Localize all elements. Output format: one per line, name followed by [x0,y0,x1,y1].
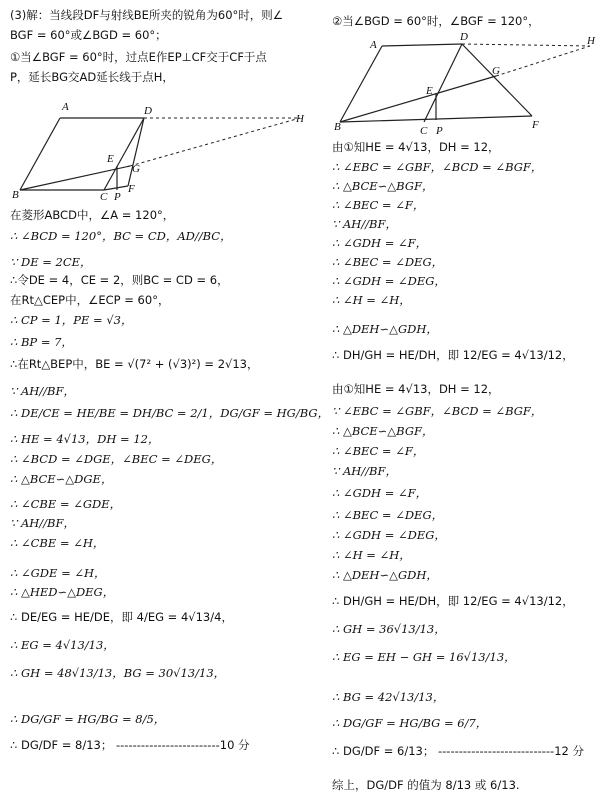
text-line: ∴ BG = 42√13/13， [332,690,445,704]
text-line: ∴ DG/DF = 8/13； -------------------------10 分 [10,738,250,752]
text-line: ∴ ∠BEC = ∠F， [332,444,425,458]
text-line: ∵ ∠EBC = ∠GBF，∠BCD = ∠BGF， [332,404,543,418]
label-P: P [114,191,121,203]
text-line: ∴ ∠GDH = ∠F， [332,486,428,500]
label-H: H [296,113,304,125]
text-line: ∵ AH//BF， [10,384,75,398]
text-line: P，延长BG交AD延长线于点H， [10,70,174,84]
text-line: ∴ ∠GDE = ∠H， [10,566,106,580]
text-line: ∴ DE/CE = HE/BE = DH/BC = 2/1，DG/GF = HG/BG， [10,406,330,420]
label-E: E [107,153,114,165]
text-line: ∵ AH//BF， [332,464,397,478]
text-line: ∴ ∠BCD = 120°，BC = CD，AD//BC， [10,229,232,243]
text-line: ∴ HE = 4√13，DH = 12， [10,432,160,446]
text-line: ∴ BP = 7， [10,335,73,349]
text-line: ∴ DH/GH = HE/DH，即 12/EG = 4√13/12， [332,594,574,608]
text-line: ∴ ∠CBE = ∠GDE， [10,497,122,511]
text-line: ∴ ∠H = ∠H， [332,293,411,307]
label-B: B [12,189,19,201]
text-line: ∵ DE = 2CE， [10,255,92,269]
text-line: ∴ △BCE∽△BGF， [332,179,434,193]
text-line: ∴ ∠BCD = ∠DGE，∠BEC = ∠DEG， [10,452,223,466]
rhombus-figure-2 [332,30,597,136]
text-line: (3)解：当线段DF与射线BE所夹的锐角为60°时，则∠ [10,8,284,22]
text-line: ∴ EG = 4√13/13， [10,638,115,652]
text-line: ∴在Rt△BEP中，BE = √(7² + (√3)²) = 2√13， [10,357,259,371]
text-line: ∴ ∠CBE = ∠H， [10,536,105,550]
text-line: ∴ ∠EBC = ∠GBF，∠BCD = ∠BGF， [332,160,543,174]
text-line: ∴ ∠BEC = ∠DEG， [332,255,444,269]
label-C: C [100,191,108,203]
label-D: D [460,31,468,43]
text-line: ∴ ∠GDH = ∠F， [332,236,428,250]
text-line: ∴ ∠GDH = ∠DEG， [332,274,446,288]
label-P: P [436,125,443,136]
text-line: ∴ GH = 48√13/13，BG = 30√13/13， [10,666,226,680]
text-line: 在Rt△CEP中，∠ECP = 60°， [10,293,170,307]
label-A: A [370,39,377,51]
text-line: ∴ ∠BEC = ∠F， [332,198,425,212]
text-line: 由①知HE = 4√13，DH = 12， [332,140,500,154]
label-A: A [62,101,69,113]
text-line: ∴ CP = 1，PE = √3， [10,313,133,327]
text-line: ∴ ∠H = ∠H， [332,548,411,562]
label-G: G [492,65,500,77]
text-line: ∴ △DEH∽△GDH， [332,568,438,582]
label-F: F [532,119,539,131]
text-line: ∴ ∠GDH = ∠DEG， [332,528,446,542]
text-line: ∴ DG/DF = 6/13； ----------------------------12 分 [332,744,584,758]
text-line: 在菱形ABCD中，∠A = 120°， [10,208,175,222]
text-line: ∴ △BCE∽△BGF， [332,424,434,438]
text-line: BGF = 60°或∠BGD = 60°； [10,28,167,42]
rhombus-figure-1 [10,92,310,204]
text-line: ∴ ∠BEC = ∠DEG， [332,508,444,522]
label-C: C [420,125,428,136]
text-line: ∴令DE = 4，CE = 2，则BC = CD = 6， [10,273,229,287]
text-line: ∴ EG = EH − GH = 16√13/13， [332,650,516,664]
text-line: ∴ DE/EG = HE/DE，即 4/EG = 4√13/4， [10,610,233,624]
label-G: G [132,163,140,175]
text-line: 综上，DG/DF 的值为 8/13 或 6/13. [332,778,520,792]
label-D: D [144,105,152,117]
label-B: B [334,121,341,133]
text-line: ②当∠BGD = 60°时，∠BGF = 120°， [332,14,540,28]
text-line: ∵ AH//BF， [10,516,75,530]
text-line: ∴ △DEH∽△GDH， [332,322,438,336]
text-line: 由①知HE = 4√13，DH = 12， [332,382,500,396]
label-E: E [426,85,433,97]
label-F: F [128,183,135,195]
text-line: ∴ DH/GH = HE/DH，即 12/EG = 4√13/12， [332,348,574,362]
text-line: ∴ GH = 36√13/13， [332,622,446,636]
label-H: H [587,35,595,47]
text-line: ①当∠BGF = 60°时，过点E作EP⊥CF交于CF于点 [10,50,267,64]
text-line: ∴ △BCE∽△DGE， [10,472,113,486]
text-line: ∴ DG/GF = HG/BG = 8/5， [10,712,166,726]
text-line: ∴ DG/GF = HG/BG = 6/7， [332,716,488,730]
text-line: ∵ AH//BF， [332,217,397,231]
text-line: ∴ △HED∽△DEG， [10,585,115,599]
